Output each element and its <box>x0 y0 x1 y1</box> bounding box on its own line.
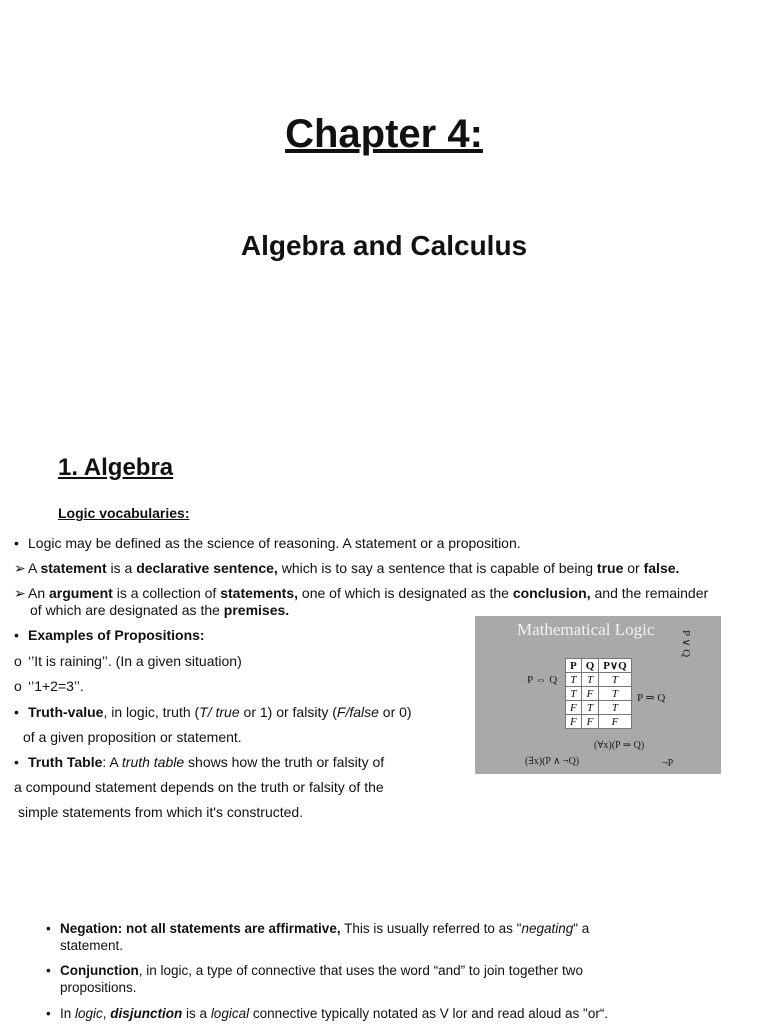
bullet-icon: • <box>46 1006 51 1021</box>
bold-term: false. <box>643 560 680 576</box>
italic-term: T/ true <box>199 704 240 720</box>
italic-term: truth table <box>121 754 185 770</box>
list-item <box>46 962 583 980</box>
figure-label: (∀x)(P ⇒ Q) <box>594 740 645 751</box>
subsection-heading: Logic vocabularies: <box>58 505 190 521</box>
table-cell: T <box>566 673 582 687</box>
text-run: or 0) <box>378 704 412 720</box>
text-run: is a <box>106 560 137 576</box>
italic-term: logic <box>75 1006 103 1021</box>
arrow-bullet-icon: ➢ <box>14 560 26 576</box>
italic-term: F/false <box>336 704 379 720</box>
table-cell: F <box>599 715 631 729</box>
text-run: connective typically notated as V lor and read aloud as "or“. <box>249 1006 609 1021</box>
truth-table <box>565 658 632 729</box>
table-header-cell: P <box>566 659 582 673</box>
figure-title: Mathematical Logic <box>517 620 655 639</box>
table-header-cell: Q <box>581 659 599 673</box>
text-run: or <box>623 560 644 576</box>
text-run: , in logic, truth ( <box>103 704 200 720</box>
text-run: one of which is designated as the <box>298 585 513 601</box>
list-item-continuation <box>60 979 137 997</box>
chapter-title: Chapter 4: <box>285 112 483 156</box>
text-run: " a <box>573 921 590 936</box>
text-run: is a <box>182 1006 211 1021</box>
list-item <box>14 584 708 602</box>
bold-term: Examples of Propositions: <box>28 627 205 643</box>
table-cell: F <box>566 715 582 729</box>
bold-term: argument <box>49 585 113 601</box>
bullet-icon: • <box>14 704 19 720</box>
table-cell: F <box>581 687 599 701</box>
list-item <box>14 753 384 771</box>
list-item <box>14 559 679 577</box>
list-item <box>14 534 521 552</box>
figure-label: P ⇒ Q <box>637 692 666 704</box>
text-run: of a given proposition or statement. <box>23 729 242 745</box>
table-cell: T <box>581 701 599 715</box>
table-cell: F <box>566 701 582 715</box>
list-item <box>14 703 412 721</box>
document-subtitle: Algebra and Calculus <box>240 230 528 261</box>
bold-term: Truth Table <box>28 754 103 770</box>
text-run: of which are designated as the <box>30 602 224 618</box>
table-cell: T <box>599 687 631 701</box>
circle-bullet-icon: o <box>14 678 22 694</box>
list-item <box>14 652 242 670</box>
list-item-text: ‘’1+2=3’’. <box>28 678 84 694</box>
figure-label: ¬P <box>662 758 674 769</box>
table-row <box>566 687 632 701</box>
list-item-continuation <box>23 728 242 746</box>
text-run: , <box>102 1006 111 1021</box>
table-row <box>566 673 632 687</box>
bold-term: true <box>596 560 624 576</box>
list-item-text: Logic may be defined as the science of reasoning. A statement or a proposition. <box>28 535 521 551</box>
bullet-icon: • <box>46 921 51 936</box>
text-run: : A <box>102 754 122 770</box>
table-header-cell: P∨Q <box>599 659 631 673</box>
table-cell: F <box>581 715 599 729</box>
bold-term: Negation: not all statements are affirmative, <box>60 921 341 936</box>
text-run: a compound statement depends on the truth or falsity of the <box>14 779 384 795</box>
table-row <box>566 701 632 715</box>
text-run: In <box>60 1006 76 1021</box>
table-cell: T <box>581 673 599 687</box>
list-item-text: ‘’It is raining’’. (In a given situation) <box>28 653 242 669</box>
bullet-icon: • <box>14 754 19 770</box>
bold-term: conclusion, <box>512 585 591 601</box>
table-cell: T <box>599 673 631 687</box>
text-run: statement. <box>60 938 124 953</box>
bold-term: declarative sentence, <box>136 560 278 576</box>
bullet-icon: • <box>14 535 19 551</box>
bullet-icon: • <box>46 963 51 978</box>
list-item-continuation <box>14 778 384 796</box>
text-run: A <box>28 560 41 576</box>
list-item-continuation <box>18 803 303 821</box>
text-run: An <box>28 585 50 601</box>
bold-term: premises. <box>223 602 290 618</box>
bold-term: Truth-value <box>28 704 104 720</box>
list-item <box>14 677 84 695</box>
bold-term: statements, <box>220 585 299 601</box>
text-run: , in logic, a type of connective that uses the word “and” to join together two <box>138 963 583 978</box>
table-cell: T <box>599 701 631 715</box>
text-run: and the remainder <box>590 585 709 601</box>
arrow-bullet-icon: ➢ <box>14 585 26 601</box>
text-run: simple statements from which it's constructed. <box>18 804 304 820</box>
italic-term: negating <box>521 921 574 936</box>
circle-bullet-icon: o <box>14 653 22 669</box>
text-run: propositions. <box>60 980 137 995</box>
text-run: which is to say a sentence that is capable of being <box>277 560 597 576</box>
list-item-continuation <box>60 937 123 955</box>
italic-term: logical <box>210 1006 250 1021</box>
text-run: This is usually referred to as " <box>340 921 522 936</box>
mathematical-logic-figure <box>475 616 721 774</box>
bold-italic-term: disjunction <box>110 1006 183 1021</box>
list-item <box>46 1005 608 1023</box>
figure-label: (∃x)(P ∧ ¬Q) <box>525 756 580 767</box>
bullet-icon: • <box>14 627 19 643</box>
figure-rotated-label: P ∨ Q <box>680 630 692 658</box>
table-cell: T <box>566 687 582 701</box>
list-item <box>46 920 589 938</box>
list-item-continuation <box>30 601 289 619</box>
bold-term: Conjunction <box>60 963 139 978</box>
text-run: shows how the truth or falsity of <box>184 754 385 770</box>
text-run: is a collection of <box>112 585 221 601</box>
figure-label: P ⇔ Q <box>527 674 558 686</box>
section-heading: 1. Algebra <box>58 454 174 481</box>
table-row <box>566 715 632 729</box>
list-item <box>14 626 205 644</box>
table-header-row <box>566 659 632 673</box>
text-run: or 1) or falsity ( <box>239 704 337 720</box>
bold-term: statement <box>40 560 107 576</box>
